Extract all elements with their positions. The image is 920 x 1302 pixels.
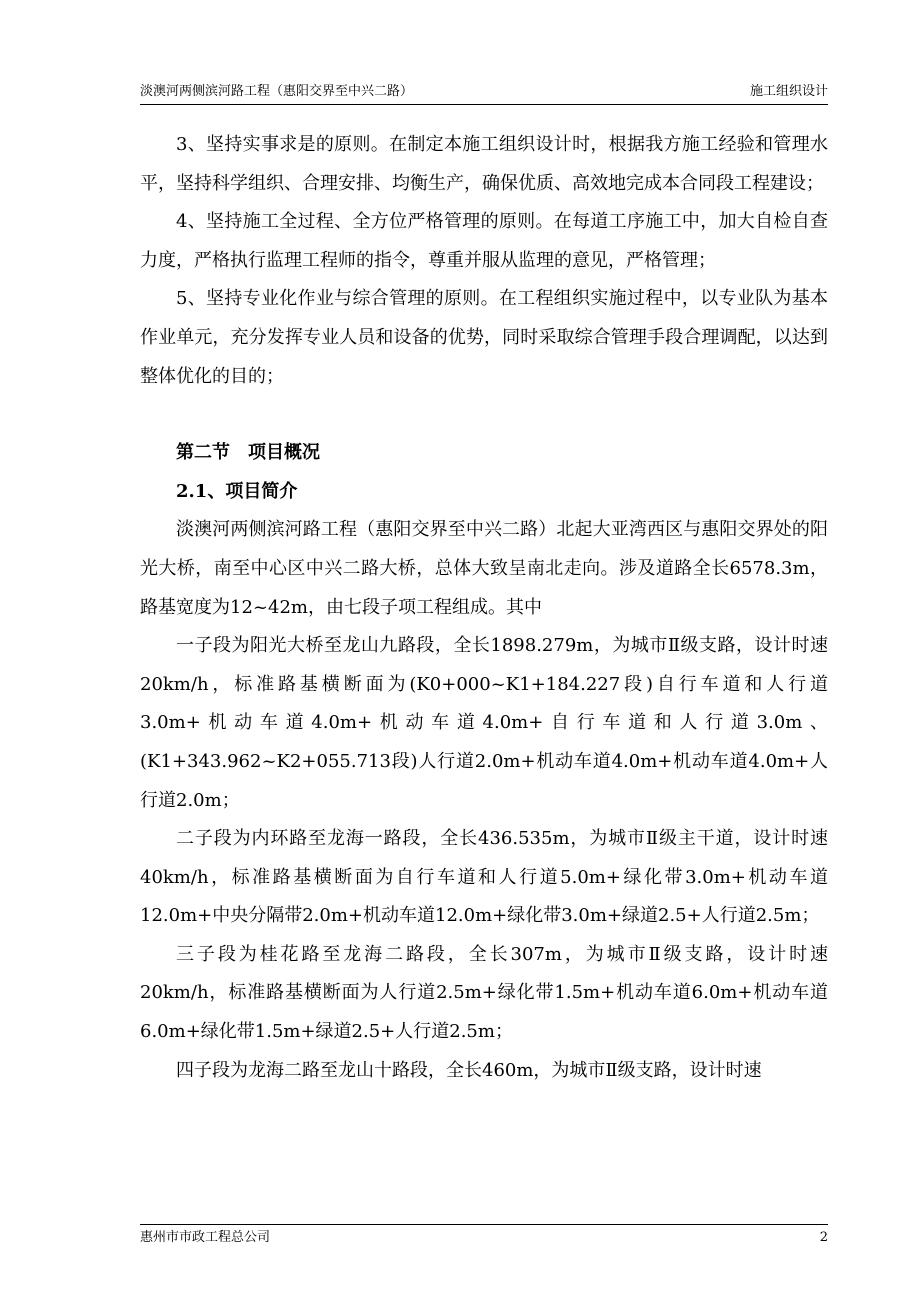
page-footer — [140, 1224, 828, 1245]
paragraph-segment-1: 一子段为阳光大桥至龙山九路段，全长1898.279m，为城市Ⅱ级支路，设计时速20km/h，标准路基横断面为(K0+000~K1+184.227段)自行车道和人行道3.0m+机动车道4.0m+机动车道4.0m+自行车道和人行道3.0m、(K1+343.962~K2+055.713段)人行道2.0m+机动车道4.0m+机动车道4.0m+人行道2.0m； — [140, 635, 828, 811]
paragraph-segment-4: 四子段为龙海二路至龙山十路段，全长460m，为城市Ⅱ级支路，设计时速 — [176, 1059, 762, 1081]
page-header — [140, 82, 828, 105]
section-heading: 第二节 项目概况 — [176, 442, 320, 464]
paragraph-overview: 淡澳河两侧滨河路工程（惠阳交界至中兴二路）北起大亚湾西区与惠阳交界处的阳光大桥，南至中心区中兴二路大桥，总体大致呈南北走向。涉及道路全长6578.3m，路基宽度为12~42m，由七段子项工程组成。其中 — [140, 519, 828, 618]
paragraph-principle-5: 5、坚持专业化作业与综合管理的原则。在工程组织实施过程中，以专业队为基本作业单元，充分发挥专业人员和设备的优势，同时采取综合管理手段合理调配，以达到整体优化的目的； — [140, 288, 828, 387]
footer-company: 惠州市市政工程总公司 — [140, 1230, 271, 1245]
header-doc-type: 施工组织设计 — [749, 84, 828, 99]
paragraph-segment-2: 二子段为内环路至龙海一路段，全长436.535m，为城市Ⅱ级主干道，设计时速40km/h，标准路基横断面为自行车道和人行道5.0m+绿化带3.0m+机动车道12.0m+中央分隔带2.0m+机动车道12.0m+绿化带3.0m+绿道2.5+人行道2.5m； — [140, 828, 828, 927]
page-body — [140, 126, 828, 1090]
paragraph-principle-4: 4、坚持施工全过程、全方位严格管理的原则。在每道工序施工中，加大自检自查力度，严格执行监理工程师的指令，尊重并服从监理的意见，严格管理； — [140, 211, 828, 271]
paragraph-principle-3: 3、坚持实事求是的原则。在制定本施工组织设计时，根据我方施工经验和管理水平，坚持科学组织、合理安排、均衡生产，确保优质、高效地完成本合同段工程建设； — [140, 134, 828, 194]
header-project-title: 淡澳河两侧滨河路工程（惠阳交界至中兴二路） — [140, 84, 414, 99]
paragraph-segment-3: 三子段为桂花路至龙海二路段，全长307m，为城市Ⅱ级支路，设计时速20km/h，标准路基横断面为人行道2.5m+绿化带1.5m+机动车道6.0m+机动车道6.0m+绿化带1.5m+绿道2.5+人行道2.5m； — [140, 943, 828, 1043]
footer-page-number: 2 — [819, 1230, 828, 1245]
subsection-heading: 2.1、项目简介 — [176, 480, 298, 502]
section-spacer — [140, 396, 828, 434]
